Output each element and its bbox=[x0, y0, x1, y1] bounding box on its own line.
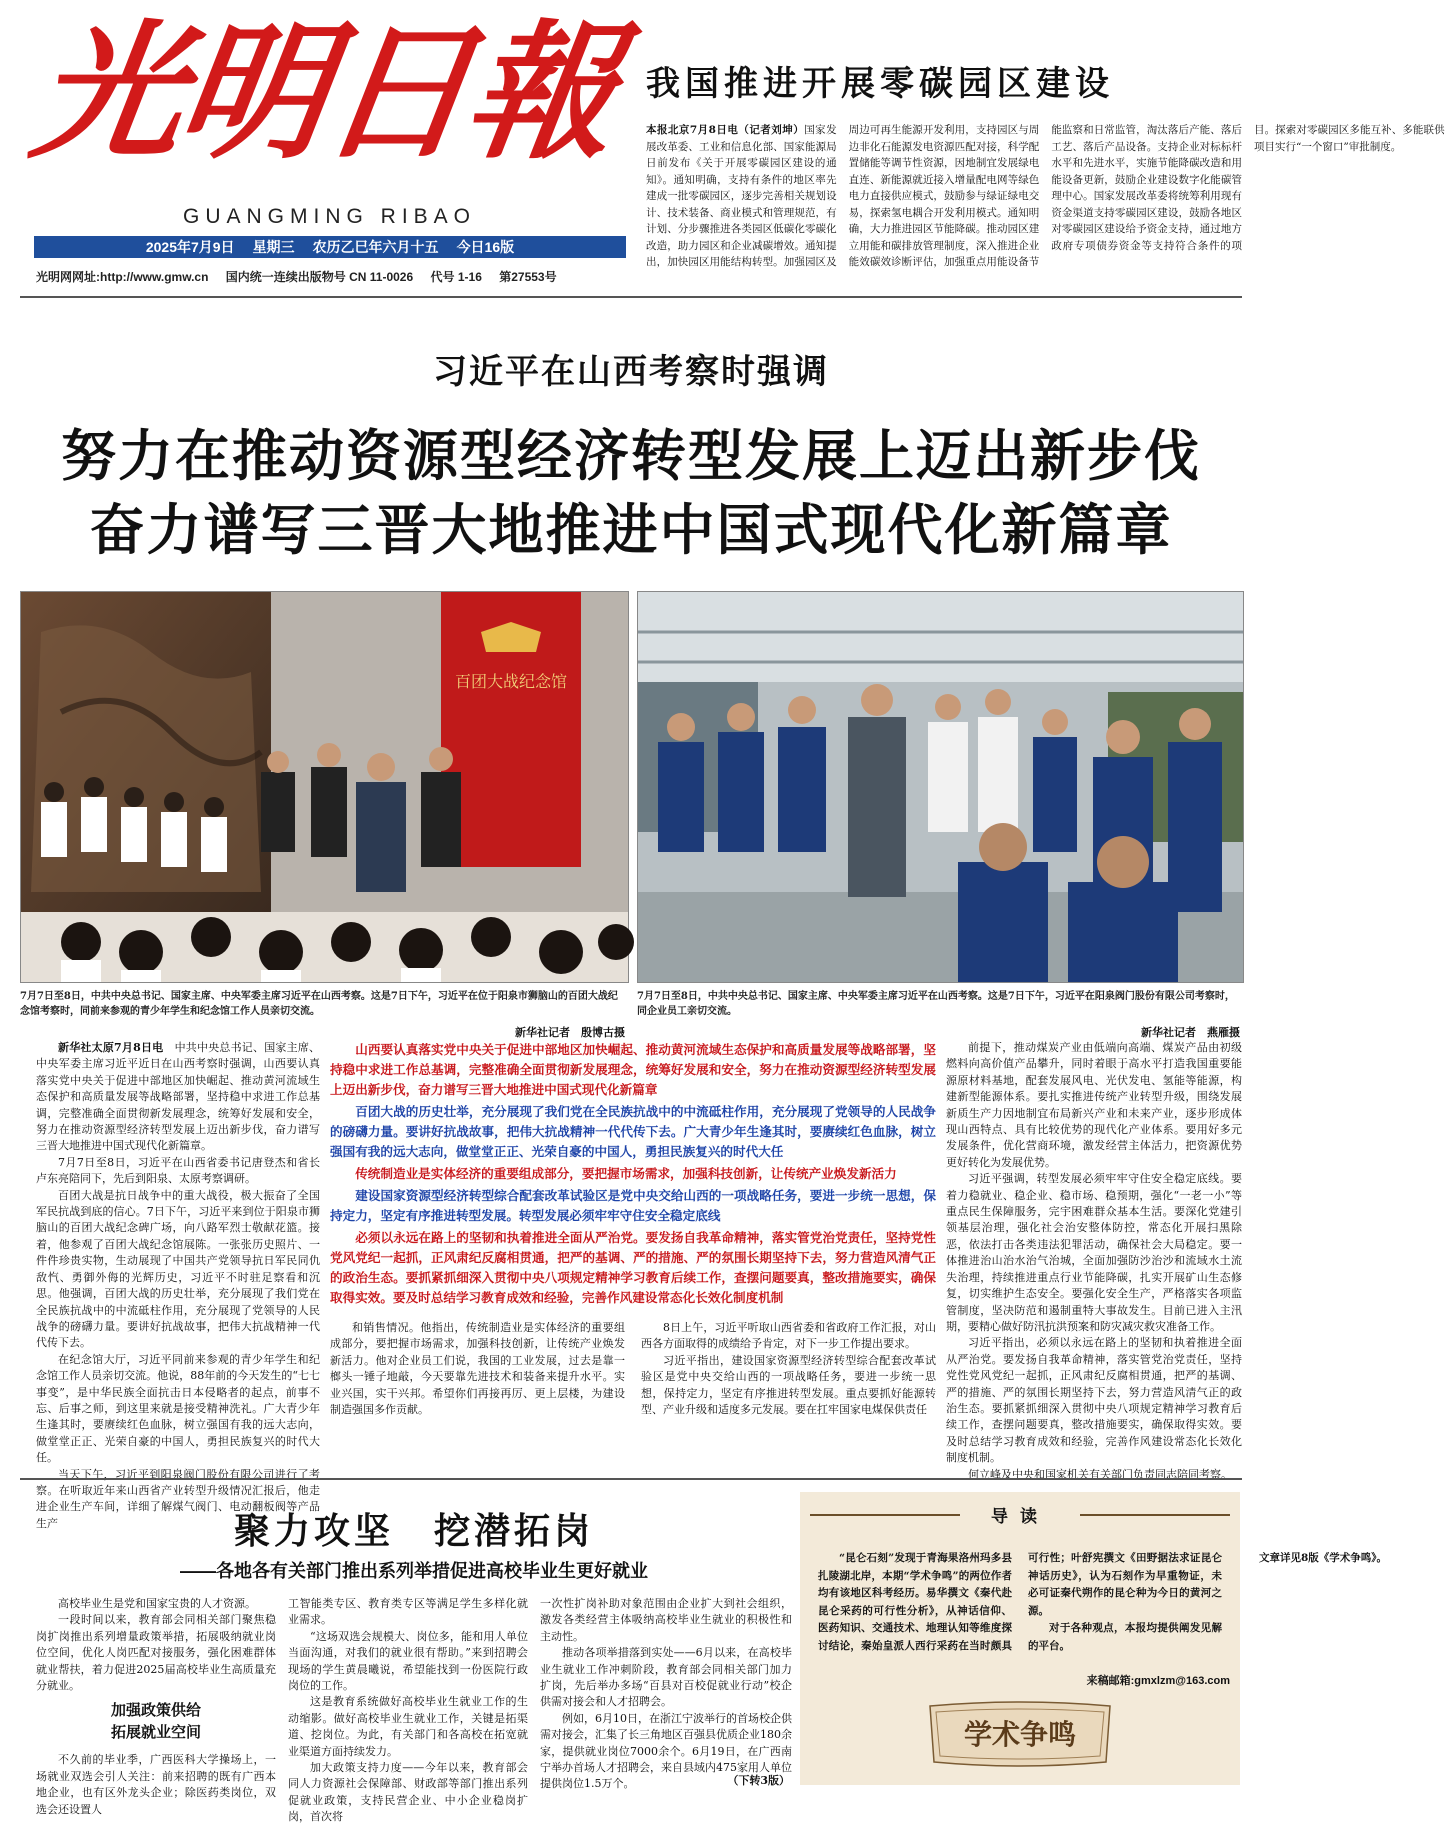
key-point: 传统制造业是实体经济的重要组成部分，要把握市场需求，加强科技创新，让传统产业焕发新活力 bbox=[355, 1167, 897, 1181]
article-dateline: 新华社太原7月8日电 bbox=[58, 1041, 164, 1054]
memorial-banner-text: 百团大战纪念馆 bbox=[454, 672, 568, 691]
section-title: 加强政策供给 bbox=[110, 1702, 201, 1720]
key-point: 百团大战的历史壮举，充分展现了我们党在全民族抗战中的中流砥柱作用，充分展现了党领导的人民战争的磅礴力量。要讲好抗战故事，把伟大抗战精神一代代传下去。广大青少年生逢其时，要赓续红色血脉，树立强国有我的远大志向，做堂堂正正、光荣自豪的中国人，勇担民族复兴的时代大任 bbox=[330, 1105, 936, 1159]
issue-number: 第27553号 bbox=[499, 270, 557, 284]
article-paragraph: 和销售情况。他指出，传统制造业是实体经济的重要组成部分，要把握市场需求，加强科技创新，让传统产业焕发新活力。他对企业员工们说，我国的工业发展，过去是靠一榔头一锤子地敲，今天要靠先进技术和装备来提升水平。实业兴国，实干兴邦。希望你们再接再厉、更上层楼，为建设制造强国多作贡献。 bbox=[330, 1321, 625, 1417]
page-count: 今日16版 bbox=[456, 239, 515, 255]
article-mid-columns bbox=[330, 1320, 936, 1468]
lead-title-line1: 努力在推动资源型经济转型发展上迈出新步伐 bbox=[60, 425, 1201, 487]
article-paragraph: 习近平强调，转型发展必须牢牢守住安全稳定底线。要着力稳就业、稳企业、稳市场、稳预期，强化“一老一小”等重点民生保障服务，完宇困难群众基本生活。要深化党建引领基层治理，强化社会治安整体防控，常态化开展扫黑除恶，依法打击各类违法犯罪活动，确保社会大局稳定。要一体推进治山治水治气治城，全面加强防沙治沙和流域水土流失治理，持续推进重点行业节能降碳，扎实开展矿山生态修复，切实维护生态安全。要强化安全生产，严格落实各项监管制度，坚决防范和遏制重特大事故发生。目前已进入主汛期，要精心做好防汛抗洪预案和防灾减灾救灾准备工作。 bbox=[946, 1172, 1242, 1333]
guide-title: 导读 bbox=[991, 1507, 1049, 1526]
guide-paragraph: “昆仑石刻”发现于青海果洛州玛多县扎陵湖北岸，本期“学术争鸣”的两位作者均有该地区科考经历。易华撰文《秦代赴昆仑采药的可行性分析》，从神话信仰、医药知识、交通技术、地理认知等维度探讨结论，秦始皇派人西行采药在当时颇具可行性；叶舒宪撰文《田野据法求证昆仑神话历史》，认为石刻作为早重物证，未必可证秦代朔作的昆仑种为今日的黄河之源。 bbox=[818, 1552, 1222, 1652]
article-paragraph: 不久前的毕业季，广西医科大学操场上，一场就业双选会引人关注：前来招聘的既有广西本地企业，也有区外龙头企业；除医药类岗位，双选会还设置人 bbox=[36, 1753, 276, 1816]
article-paragraph: 一段时间以来，教育部会同相关部门聚焦稳岗扩岗推出系列增量政策举措，拓展吸纳就业岗位空间，优化人岗匹配对接服务，强化困难群体就业帮扶，着力促进2025届高校毕业生高质量充分就业。 bbox=[36, 1613, 276, 1693]
article-paragraph: 习近平指出，建设国家资源型经济转型综合配套改革试验区是党中央交给山西的一项战略任务，要进一步统一思想，保持定力，坚定有序推进转型发展。重点要抓好能源转型、产业升级和适度多元发展。要在扛牢国家电煤保供责任 bbox=[641, 1353, 936, 1417]
website-link[interactable]: 光明网网址:http://www.gmw.cn bbox=[36, 270, 209, 284]
article-paragraph: 百团大战是抗日战争中的重大战役，极大振奋了全国军民抗战到底的信心。7日下午，习近平来到位于阳泉市狮脑山的百团大战纪念碑广场，向八路军烈士敬献花篮。接着，他参观了百团大战纪念馆展陈。一张张历史照片、一件件珍贵实物，生动展现了中国共产党领导抗日军民同仇敌忾、勇御外侮的光辉历史，习近平不时驻足察看和沉思。他强调，百团大战的历史壮举，充分展现了我们党在全民族抗战中的中流砥柱作用，充分展现了党领导的人民战争的磅礴力量。要讲好抗战故事，把伟大抗战精神一代代传下去。 bbox=[36, 1188, 320, 1350]
article-paragraph: 在纪念馆大厅，习近平同前来参观的青少年学生和纪念馆工作人员亲切交流。他说，88年前的今天发生的“七七事变”，是中华民族全面抗击日本侵略者的起点，前事不忘、后事之师，到这里来就是接受精神洗礼。广大青少年生逢其时，要赓续红色血脉，树立强国有我的远大志向，做堂堂正正、光荣自豪的中国人，勇担民族复兴的时代大任。 bbox=[36, 1352, 320, 1465]
section-divider bbox=[20, 1478, 1242, 1480]
employment-column-2 bbox=[288, 1596, 528, 1824]
employment-column-1 bbox=[36, 1596, 276, 1816]
top-story-body bbox=[646, 122, 1445, 282]
top-story-dateline: 本报北京7月8日电（记者刘坤） bbox=[646, 124, 805, 136]
article-paragraph: 当天下午，习近平到阳泉阀门股份有限公司进行了考察。在听取近年来山西省产业转型升级情况汇报后，他走进企业生产车间，详细了解煤气阀门、电动翻板阀等产品生产 bbox=[36, 1467, 320, 1530]
key-point: 山西要认真落实党中央关于促进中部地区加快崛起、推动黄河流域生态保护和高质量发展等战略部署，坚持稳中求进工作总基调，完整准确全面贯彻新发展理念，统筹好发展和安全，努力在推动资源型经济转型发展上迈出新步伐，奋力谱写三晋大地推进中国式现代化新篇章 bbox=[330, 1043, 936, 1097]
article-column-4 bbox=[946, 1040, 1242, 1481]
seal-text: 学术争鸣 bbox=[963, 1718, 1077, 1751]
key-points-box bbox=[330, 1040, 936, 1314]
article-paragraph: 7月7日至8日，习近平在山西省委书记唐登杰和省长卢东亮陪同下，先后到阳泉、太原考察调研。 bbox=[36, 1155, 320, 1186]
employment-subhead: ——各地各有关部门推出系列举措促进高校毕业生更好就业 bbox=[180, 1561, 648, 1581]
article-paragraph: 何立峰及中央和国家机关有关部门负责同志陪同考察。 bbox=[968, 1467, 1232, 1481]
lead-title-line2: 奋力谱写三晋大地推进中国式现代化新篇章 bbox=[89, 499, 1173, 561]
article-paragraph: “这场双选会规模大、岗位多，能和用人单位当面沟通，对我们的就业很有帮助。”来到招聘会现场的学生黄晨曦说，希望能找到一份医院行政岗位的工作。 bbox=[288, 1629, 528, 1693]
guide-header bbox=[810, 1500, 1230, 1530]
issue-weekday: 星期三 bbox=[252, 239, 295, 255]
article-paragraph: 习近平指出，必须以永远在路上的坚韧和执着推进全面从严治党。要发扬自我革命精神，落实管党治党责任，坚持党性党风党纪一起抓，正风肃纪反腐相贯通，把严的基调、严的措施、严的氛围长期坚持下去，努力营造风清气正的政治生态。要抓紧抓细深入贯彻中央八项规定精神学习教育后续工作，查摆问题要真，整改措施要实，确保取得实效。要及时总结学习教育成效和经验，完善作风建设常态化长效化制度机制。 bbox=[946, 1336, 1242, 1465]
photo1-credit: 新华社记者 殷博古摄 bbox=[515, 1026, 625, 1039]
guide-rule-right bbox=[1080, 1514, 1230, 1516]
guide-email[interactable]: 来稿邮箱:gmxlzm@163.com bbox=[1086, 1675, 1230, 1687]
issue-code: 代号 1-16 bbox=[430, 270, 482, 284]
article-column-1 bbox=[36, 1040, 321, 1530]
article-paragraph: 一次性扩岗补助对象范围由企业扩大到社会组织，激发各类经营主体吸纳高校毕业生就业的积极性和主动性。 bbox=[540, 1597, 792, 1643]
lead-kicker: 习近平在山西考察时强调 bbox=[433, 353, 829, 391]
article-paragraph: 8日上午，习近平听取山西省委和省政府工作汇报，对山西各方面取得的成绩给予肯定，对下一步工作提出要求。 bbox=[641, 1321, 936, 1351]
article-paragraph: 这是教育系统做好高校毕业生就业工作的生动缩影。做好高校毕业生就业工作，关键是拓渠道、挖岗位。为此，有关部门和各高校在拓宽就业渠道方面持续发力。 bbox=[288, 1695, 528, 1758]
cn-number: 国内统一连续出版物号 CN 11-0026 bbox=[225, 270, 414, 284]
article-paragraph: 高校毕业生是党和国家宝贵的人才资源。 bbox=[58, 1597, 256, 1610]
photo1-caption: 7月7日至8日，中共中央总书记、国家主席、中央军委主席习近平在山西考察。这是7日下午，习近平在位于阳泉市狮脑山的百团大战纪念馆考察时，同前来参观的青少年学生和纪念馆工作人员亲切交流。 bbox=[20, 991, 618, 1017]
guide-box bbox=[800, 1492, 1388, 1785]
publication-info bbox=[36, 268, 636, 285]
article-paragraph: 工智能类专区、教育类专区等满足学生多样化就业需求。 bbox=[288, 1597, 528, 1627]
section-title: 拓展就业空间 bbox=[110, 1724, 201, 1742]
guide-rule-left bbox=[810, 1514, 960, 1516]
continued-note: （下转3版） bbox=[727, 1774, 790, 1787]
key-point: 建设国家资源型经济转型综合配套改革试验区是党中央交给山西的一项战略任务，要进一步统一思想，保持定力，坚定有序推进转型发展。转型发展必须牢牢守住安全稳定底线 bbox=[330, 1189, 936, 1223]
article-paragraph: 加大政策支持力度——今年以来，教育部会同人力资源社会保障部、财政部等部门推出系列促就业政策，支持民营企业、中小企业稳岗扩岗，首次将 bbox=[288, 1761, 528, 1824]
guide-paragraph: 文章详见8版《学术争鸣》。 bbox=[1259, 1552, 1388, 1564]
date-band bbox=[34, 236, 626, 258]
masthead-logo bbox=[23, 5, 636, 218]
logo-text: 光明日報 bbox=[23, 5, 625, 179]
top-story-text: 国家发展改革委、工业和信息化部、国家能源局日前发布《关于开展零碳园区建设的通知》。通知明确，支持有条件的地区率先建成一批零碳园区，逐步完善相关规划设计、技术装备、商业模式和管理规范，有计划、分步骤推进各类园区低碳化零碳化改造，助力园区和企业减碳增效。通知提出，加快园区用能结构转型。加强园区及周边可再生能源开发利用，支持园区与周边非化石能源发电资源匹配对接，科学配置储能等调节性资源，因地制宜发展绿电直连、新能源就近接入增量配电网等绿色电力直接供应模式，鼓励参与绿证绿电交易，探索氢电耦合开发利用模式。通知明确，大力推进园区节能降碳。推动园区建立用能和碳排放管理制度，深入推进企业能效碳效诊断评估，加强重点用能设备节能监察和日常监管，淘汰落后产能、落后工艺、落后产品设备。支持企业对标标杆水平和先进水平，实施节能降碳改造和用能设备更新，鼓励企业建设数字化能碳管理中心。国家发展改革委将统筹利用现有资金渠道支持零碳园区建设，鼓励各地区对零碳园区建设给予资金支持，通过地方政府专项债券资金等支持符合条件的项目。探索对零碳园区多能互补、多能联供项目实行“一个窗口”审批制度。 bbox=[646, 124, 1445, 268]
guide-paragraph: 对于各种观点，本报均提供阐发见解的平台。 bbox=[1028, 1622, 1222, 1652]
academic-debate-seal bbox=[920, 1698, 1120, 1770]
article-paragraph: 例如，6月10日，在浙江宁波举行的首场校企供需对接会，汇集了长三角地区百强县优质企业180余家，提供就业岗位7000余个。6月19日，在广西南宁举办首场人才招聘会，来自县域内475家用人单位提供岗位1.5万个。 bbox=[540, 1711, 792, 1791]
masthead-pinyin: GUANGMING RIBAO bbox=[183, 205, 477, 228]
photo-valve-factory bbox=[637, 591, 1244, 983]
article-paragraph: 中共中央总书记、国家主席、中央军委主席习近平近日在山西考察时强调，山西要认真落实党中央关于促进中部地区加快崛起、推动黄河流域生态保护和高质量发展等战略部署，坚持稳中求进工作总基调，完整准确全面贯彻新发展理念，统筹好发展和安全，努力在推动资源型经济转型发展上迈出新步伐，奋力谱写三晋大地推进中国式现代化新篇章。 bbox=[36, 1041, 321, 1153]
employment-headline: 聚力攻坚 挖潜拓岗 bbox=[233, 1510, 594, 1552]
photo2-caption: 7月7日至8日，中共中央总书记、国家主席、中央军委主席习近平在山西考察。这是7日下午，习近平在阳泉阀门股份有限公司考察时，同企业员工亲切交流。 bbox=[637, 991, 1235, 1017]
key-point: 必须以永远在路上的坚韧和执着推进全面从严治党。要发扬自我革命精神，落实管党治党责任，坚持党性党风党纪一起抓，正风肃纪反腐相贯通，把严的基调、严的措施、严的氛围长期坚持下去，努力营造风清气正的政治生态。要抓紧抓细深入贯彻中央八项规定精神学习教育后续工作，查摆问题要真，整改措施要实，确保取得实效。要及时总结学习教育成效和经验，完善作风建设常态化长效化制度机制 bbox=[330, 1231, 936, 1305]
lunar-date: 农历乙巳年六月十五 bbox=[312, 239, 439, 255]
photo-memorial-hall bbox=[20, 591, 629, 983]
masthead-divider bbox=[20, 296, 1242, 298]
photo2-credit: 新华社记者 燕雁摄 bbox=[1141, 1026, 1240, 1039]
article-paragraph: 推动各项举措落到实处——6月以来，在高校毕业生就业工作冲刺阶段，教育部会同相关部门加力扩岗，先后举办多场“百县对百校促就业行动”校企供需对接会和人才招聘会。 bbox=[540, 1646, 792, 1709]
guide-text bbox=[818, 1550, 1388, 1670]
top-story-headline: 我国推进开展零碳园区建设 bbox=[646, 64, 1114, 104]
article-paragraph: 前提下，推动煤炭产业由低端向高端、煤炭产品由初级燃料向高价值产品攀升，同时着眼于高水平打造我国重要能源原材料基地，配套发展风电、光伏发电、氢能等能源，构建新型能源体系。要扎实推进传统产业转型升级，围绕发展新质生产力因地制宜布局新兴产业和未来产业，逐步形成体现山西特点、具有比较优势的现代化产业体系。要用好多元发展条件，优化营商环境，激发经营主体活力，把资源优势更好转化为发展优势。 bbox=[946, 1041, 1242, 1169]
issue-date: 2025年7月9日 bbox=[145, 239, 235, 255]
